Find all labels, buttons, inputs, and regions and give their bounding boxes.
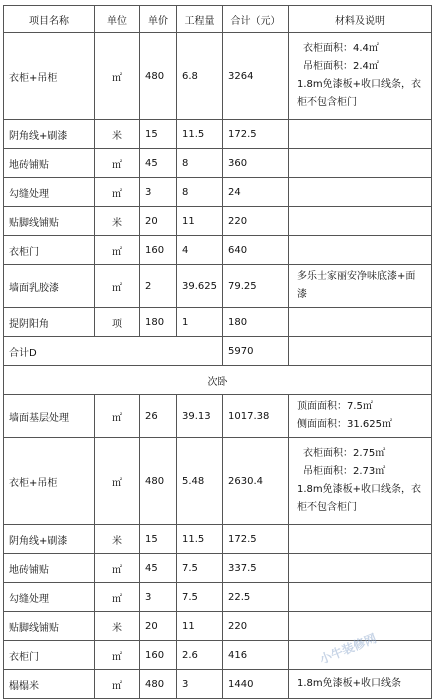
item-name: 勾缝处理	[4, 178, 95, 207]
item-unit: ㎡	[95, 149, 140, 178]
table-row	[4, 207, 432, 236]
note-line: 衣柜面积：2.75㎡	[303, 448, 386, 459]
item-price: 2	[140, 265, 177, 308]
item-price: 20	[140, 612, 177, 641]
item-qty: 11.5	[177, 525, 223, 554]
item-qty: 7.5	[177, 583, 223, 612]
note-line: 吊柜面积：2.73㎡	[303, 466, 386, 477]
item-name: 榻榻米	[4, 670, 95, 699]
table-row	[4, 525, 432, 554]
note-line: 漆	[297, 289, 307, 300]
item-qty: 11	[177, 207, 223, 236]
item-qty: 11.5	[177, 120, 223, 149]
table-row	[4, 33, 432, 120]
item-name: 衣柜门	[4, 641, 95, 670]
header-unit: 单位	[95, 6, 140, 33]
item-unit: 米	[95, 120, 140, 149]
note-line: 多乐士家丽安净味底漆+面	[297, 271, 416, 282]
item-total: 172.5	[223, 120, 289, 149]
item-price: 15	[140, 525, 177, 554]
item-unit: 米	[95, 612, 140, 641]
item-price: 3	[140, 583, 177, 612]
item-name: 地砖铺贴	[4, 554, 95, 583]
item-notes	[289, 236, 432, 265]
item-price: 45	[140, 554, 177, 583]
item-qty: 2.6	[177, 641, 223, 670]
table-row	[4, 395, 432, 438]
item-total: 79.25	[223, 265, 289, 308]
item-total: 640	[223, 236, 289, 265]
item-total: 220	[223, 207, 289, 236]
item-unit: ㎡	[95, 33, 140, 120]
item-price: 15	[140, 120, 177, 149]
item-total: 2630.4	[223, 438, 289, 525]
header-qty: 工程量	[177, 6, 223, 33]
item-total: 1440	[223, 670, 289, 699]
item-qty: 1	[177, 308, 223, 337]
item-notes	[289, 438, 432, 525]
item-qty: 11	[177, 612, 223, 641]
item-qty: 7.5	[177, 554, 223, 583]
note-line: 1.8m免漆板+收口线条，衣	[297, 484, 422, 495]
item-total: 24	[223, 178, 289, 207]
item-price: 480	[140, 33, 177, 120]
item-unit: ㎡	[95, 236, 140, 265]
item-name: 墙面乳胶漆	[4, 265, 95, 308]
header-name: 项目名称	[4, 6, 95, 33]
header-notes: 材料及说明	[289, 6, 432, 33]
table-row	[4, 308, 432, 337]
item-qty: 6.8	[177, 33, 223, 120]
item-price: 160	[140, 236, 177, 265]
item-price: 160	[140, 641, 177, 670]
item-price: 26	[140, 395, 177, 438]
item-unit: ㎡	[95, 178, 140, 207]
item-unit: ㎡	[95, 583, 140, 612]
item-name: 阴角线+刷漆	[4, 120, 95, 149]
subtotal-total: 5970	[223, 337, 289, 366]
item-notes	[289, 554, 432, 583]
item-name: 贴脚线铺贴	[4, 612, 95, 641]
note-line: 顶面面积：7.5㎡	[297, 401, 373, 412]
watermark: 小牛装修网	[317, 631, 379, 667]
item-total: 220	[223, 612, 289, 641]
item-total: 360	[223, 149, 289, 178]
item-notes	[289, 178, 432, 207]
item-name: 衣柜门	[4, 236, 95, 265]
note-line: 柜不包含柜门	[297, 502, 357, 513]
item-notes	[289, 265, 432, 308]
item-unit: ㎡	[95, 670, 140, 699]
item-name: 勾缝处理	[4, 583, 95, 612]
note-line: 侧面面积：31.625㎡	[297, 419, 392, 430]
item-qty: 3	[177, 670, 223, 699]
header-total: 合计（元）	[223, 6, 289, 33]
table-row	[4, 178, 432, 207]
header-price: 单价	[140, 6, 177, 33]
item-total: 337.5	[223, 554, 289, 583]
subtotal-notes	[289, 337, 432, 366]
item-price: 45	[140, 149, 177, 178]
item-name: 墙面基层处理	[4, 395, 95, 438]
item-total: 22.5	[223, 583, 289, 612]
item-qty: 39.625	[177, 265, 223, 308]
note-line: 1.8m免漆板+收口线条	[297, 678, 402, 689]
note-line: 柜不包含柜门	[297, 97, 357, 108]
table-row	[4, 120, 432, 149]
item-qty: 4	[177, 236, 223, 265]
item-qty: 8	[177, 178, 223, 207]
item-price: 480	[140, 670, 177, 699]
table-row	[4, 265, 432, 308]
item-price: 480	[140, 438, 177, 525]
item-name: 贴脚线铺贴	[4, 207, 95, 236]
item-unit: ㎡	[95, 438, 140, 525]
table-row	[4, 236, 432, 265]
table-row	[4, 149, 432, 178]
item-total: 416	[223, 641, 289, 670]
item-qty: 8	[177, 149, 223, 178]
item-notes	[289, 583, 432, 612]
item-notes	[289, 525, 432, 554]
item-unit: ㎡	[95, 265, 140, 308]
item-unit: ㎡	[95, 641, 140, 670]
subtotal-label: 合计D	[4, 337, 223, 366]
header-row	[4, 6, 432, 33]
item-notes	[289, 395, 432, 438]
item-notes	[289, 670, 432, 699]
item-total: 180	[223, 308, 289, 337]
item-name: 衣柜+吊柜	[4, 438, 95, 525]
note-line: 衣柜面积：4.4㎡	[303, 43, 379, 54]
item-notes	[289, 33, 432, 120]
item-total: 3264	[223, 33, 289, 120]
note-line: 吊柜面积：2.4㎡	[303, 61, 379, 72]
item-name: 阴角线+刷漆	[4, 525, 95, 554]
item-unit: ㎡	[95, 395, 140, 438]
subtotal-row	[4, 337, 432, 366]
table-row	[4, 583, 432, 612]
item-qty: 39.13	[177, 395, 223, 438]
item-notes	[289, 149, 432, 178]
section-title: 次卧	[4, 366, 432, 395]
item-price: 180	[140, 308, 177, 337]
item-notes	[289, 308, 432, 337]
item-total: 1017.38	[223, 395, 289, 438]
item-qty: 5.48	[177, 438, 223, 525]
quote-table	[3, 5, 432, 699]
item-unit: ㎡	[95, 554, 140, 583]
item-unit: 米	[95, 207, 140, 236]
item-total: 172.5	[223, 525, 289, 554]
section-row	[4, 366, 432, 395]
table-row	[4, 438, 432, 525]
item-unit: 米	[95, 525, 140, 554]
item-notes	[289, 120, 432, 149]
table-row	[4, 554, 432, 583]
item-name: 衣柜+吊柜	[4, 33, 95, 120]
table-row	[4, 670, 432, 699]
item-price: 3	[140, 178, 177, 207]
item-name: 提阴阳角	[4, 308, 95, 337]
item-notes	[289, 207, 432, 236]
item-price: 20	[140, 207, 177, 236]
item-name: 地砖铺贴	[4, 149, 95, 178]
item-unit: 项	[95, 308, 140, 337]
quote-sheet	[3, 5, 431, 699]
note-line: 1.8m免漆板+收口线条，衣	[297, 79, 422, 90]
